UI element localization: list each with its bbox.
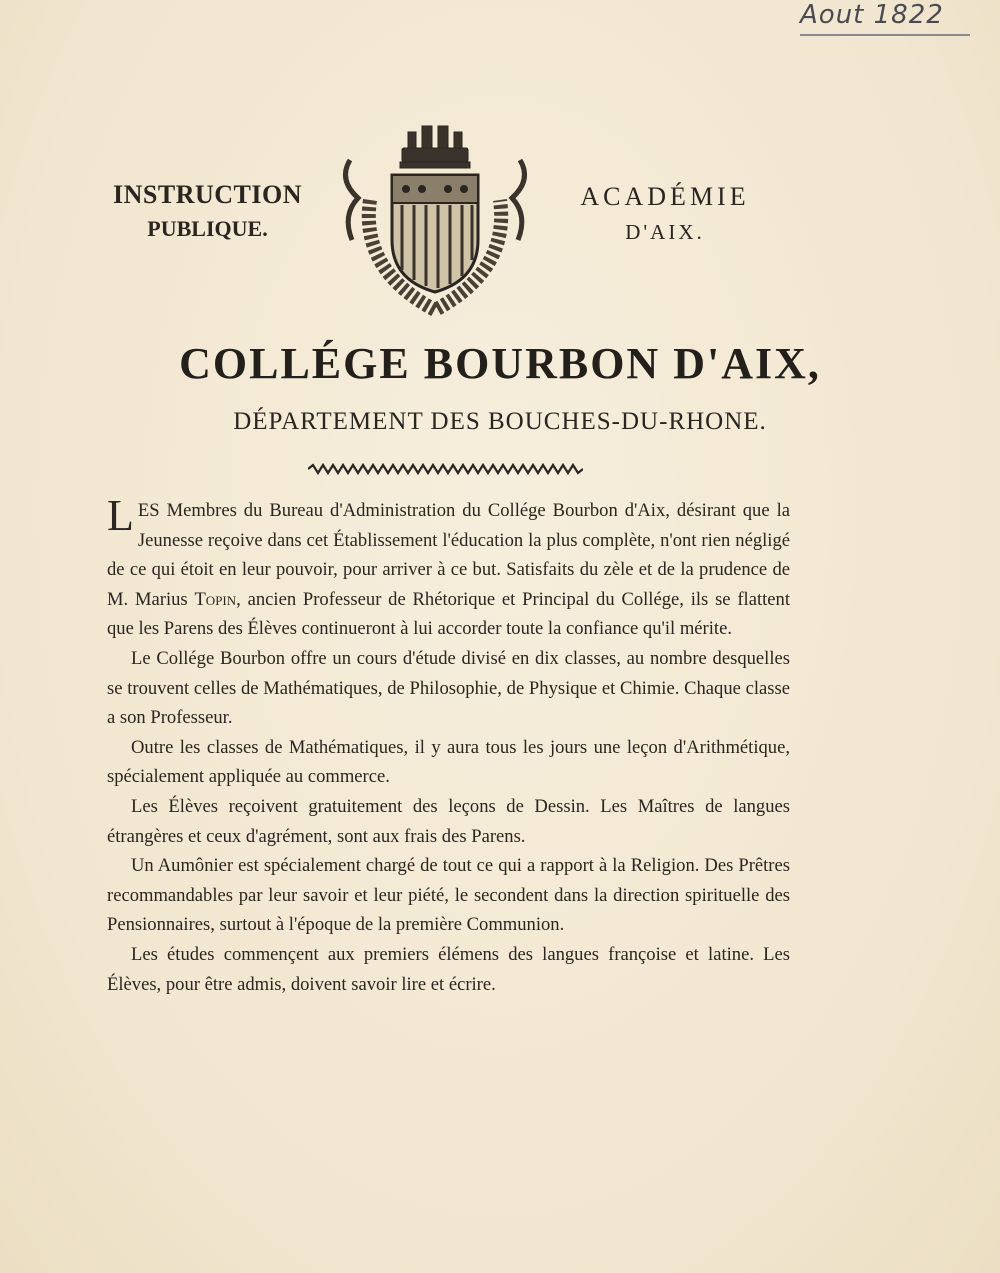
document-title: COLLÉGE BOURBON D'AIX,: [179, 339, 821, 388]
header-left-line2: PUBLIQUE.: [147, 216, 268, 241]
header-left-line1: INSTRUCTION: [113, 180, 302, 209]
paragraph-1-end: , ancien Professeur de Rhétorique et Principal du Collége, ils se flattent que les Parens des Élèves continueront à lui accorder toute la confiance qu'il mérite.: [107, 588, 791, 640]
header-left-block: [100, 180, 315, 242]
header-right-line1: ACADÉMIE: [580, 182, 750, 211]
paragraph-4: Les Élèves reçoivent gratuitement des leçons de Dessin. Les Maîtres de langues étrangères et ceux d'agrément, sont aux frais des Parens.: [107, 795, 790, 847]
paragraph-5: Un Aumônier est spécialement chargé de tout ce qui a rapport à la Religion. Des Prêtres recommandables par leur savoir et leur piété, le secondent dans la direction spirituelle des Pensionnaires, surtout à l'époque de la première Communion.: [107, 855, 790, 936]
paragraph-6: Les études commençent aux premiers élémens des langues françoise et latine. Les Élèves, pour être admis, doivent savoir lire et écrire.: [107, 943, 790, 995]
body-text: [107, 491, 791, 999]
coat-of-arms-icon: [330, 120, 540, 320]
drop-cap: L: [107, 491, 134, 540]
paragraph-2: Le Collége Bourbon offre un cours d'étude divisé en dix classes, au nombre desquelles se trouvent celles de Mathématiques, de Philosophie, de Physique et Chimie. Chaque classe a son Professeur.: [107, 647, 790, 729]
document-subtitle: DÉPARTEMENT DES BOUCHES-DU-RHONE.: [233, 408, 767, 435]
header-right-line2: D'AIX.: [625, 220, 705, 244]
paragraph-1-text: Membres du Bureau d'Administration du Collége Bourbon d'Aix, désirant que la Jeunesse reçoive dans cet Établissement l'éducation la plus complète, n'ont rien négligé de ce qui étoit en leur pouvoir, pour arriver à ce but. Satisfaits du zèle et de la prudence de M. Marius: [107, 500, 790, 610]
paragraph-1: [107, 491, 791, 644]
principal-name: Topin: [194, 588, 237, 610]
drop-cap-continuation: ES: [137, 500, 160, 521]
paragraph-3: Outre les classes de Mathématiques, il y aura tous les jours une leçon d'Arithmétique, spécialement appliquée au commerce.: [107, 736, 790, 788]
handwritten-date-annotation: Aout 1822: [800, 0, 970, 36]
header-right-block: [565, 182, 765, 245]
decorative-rule: [308, 462, 583, 476]
